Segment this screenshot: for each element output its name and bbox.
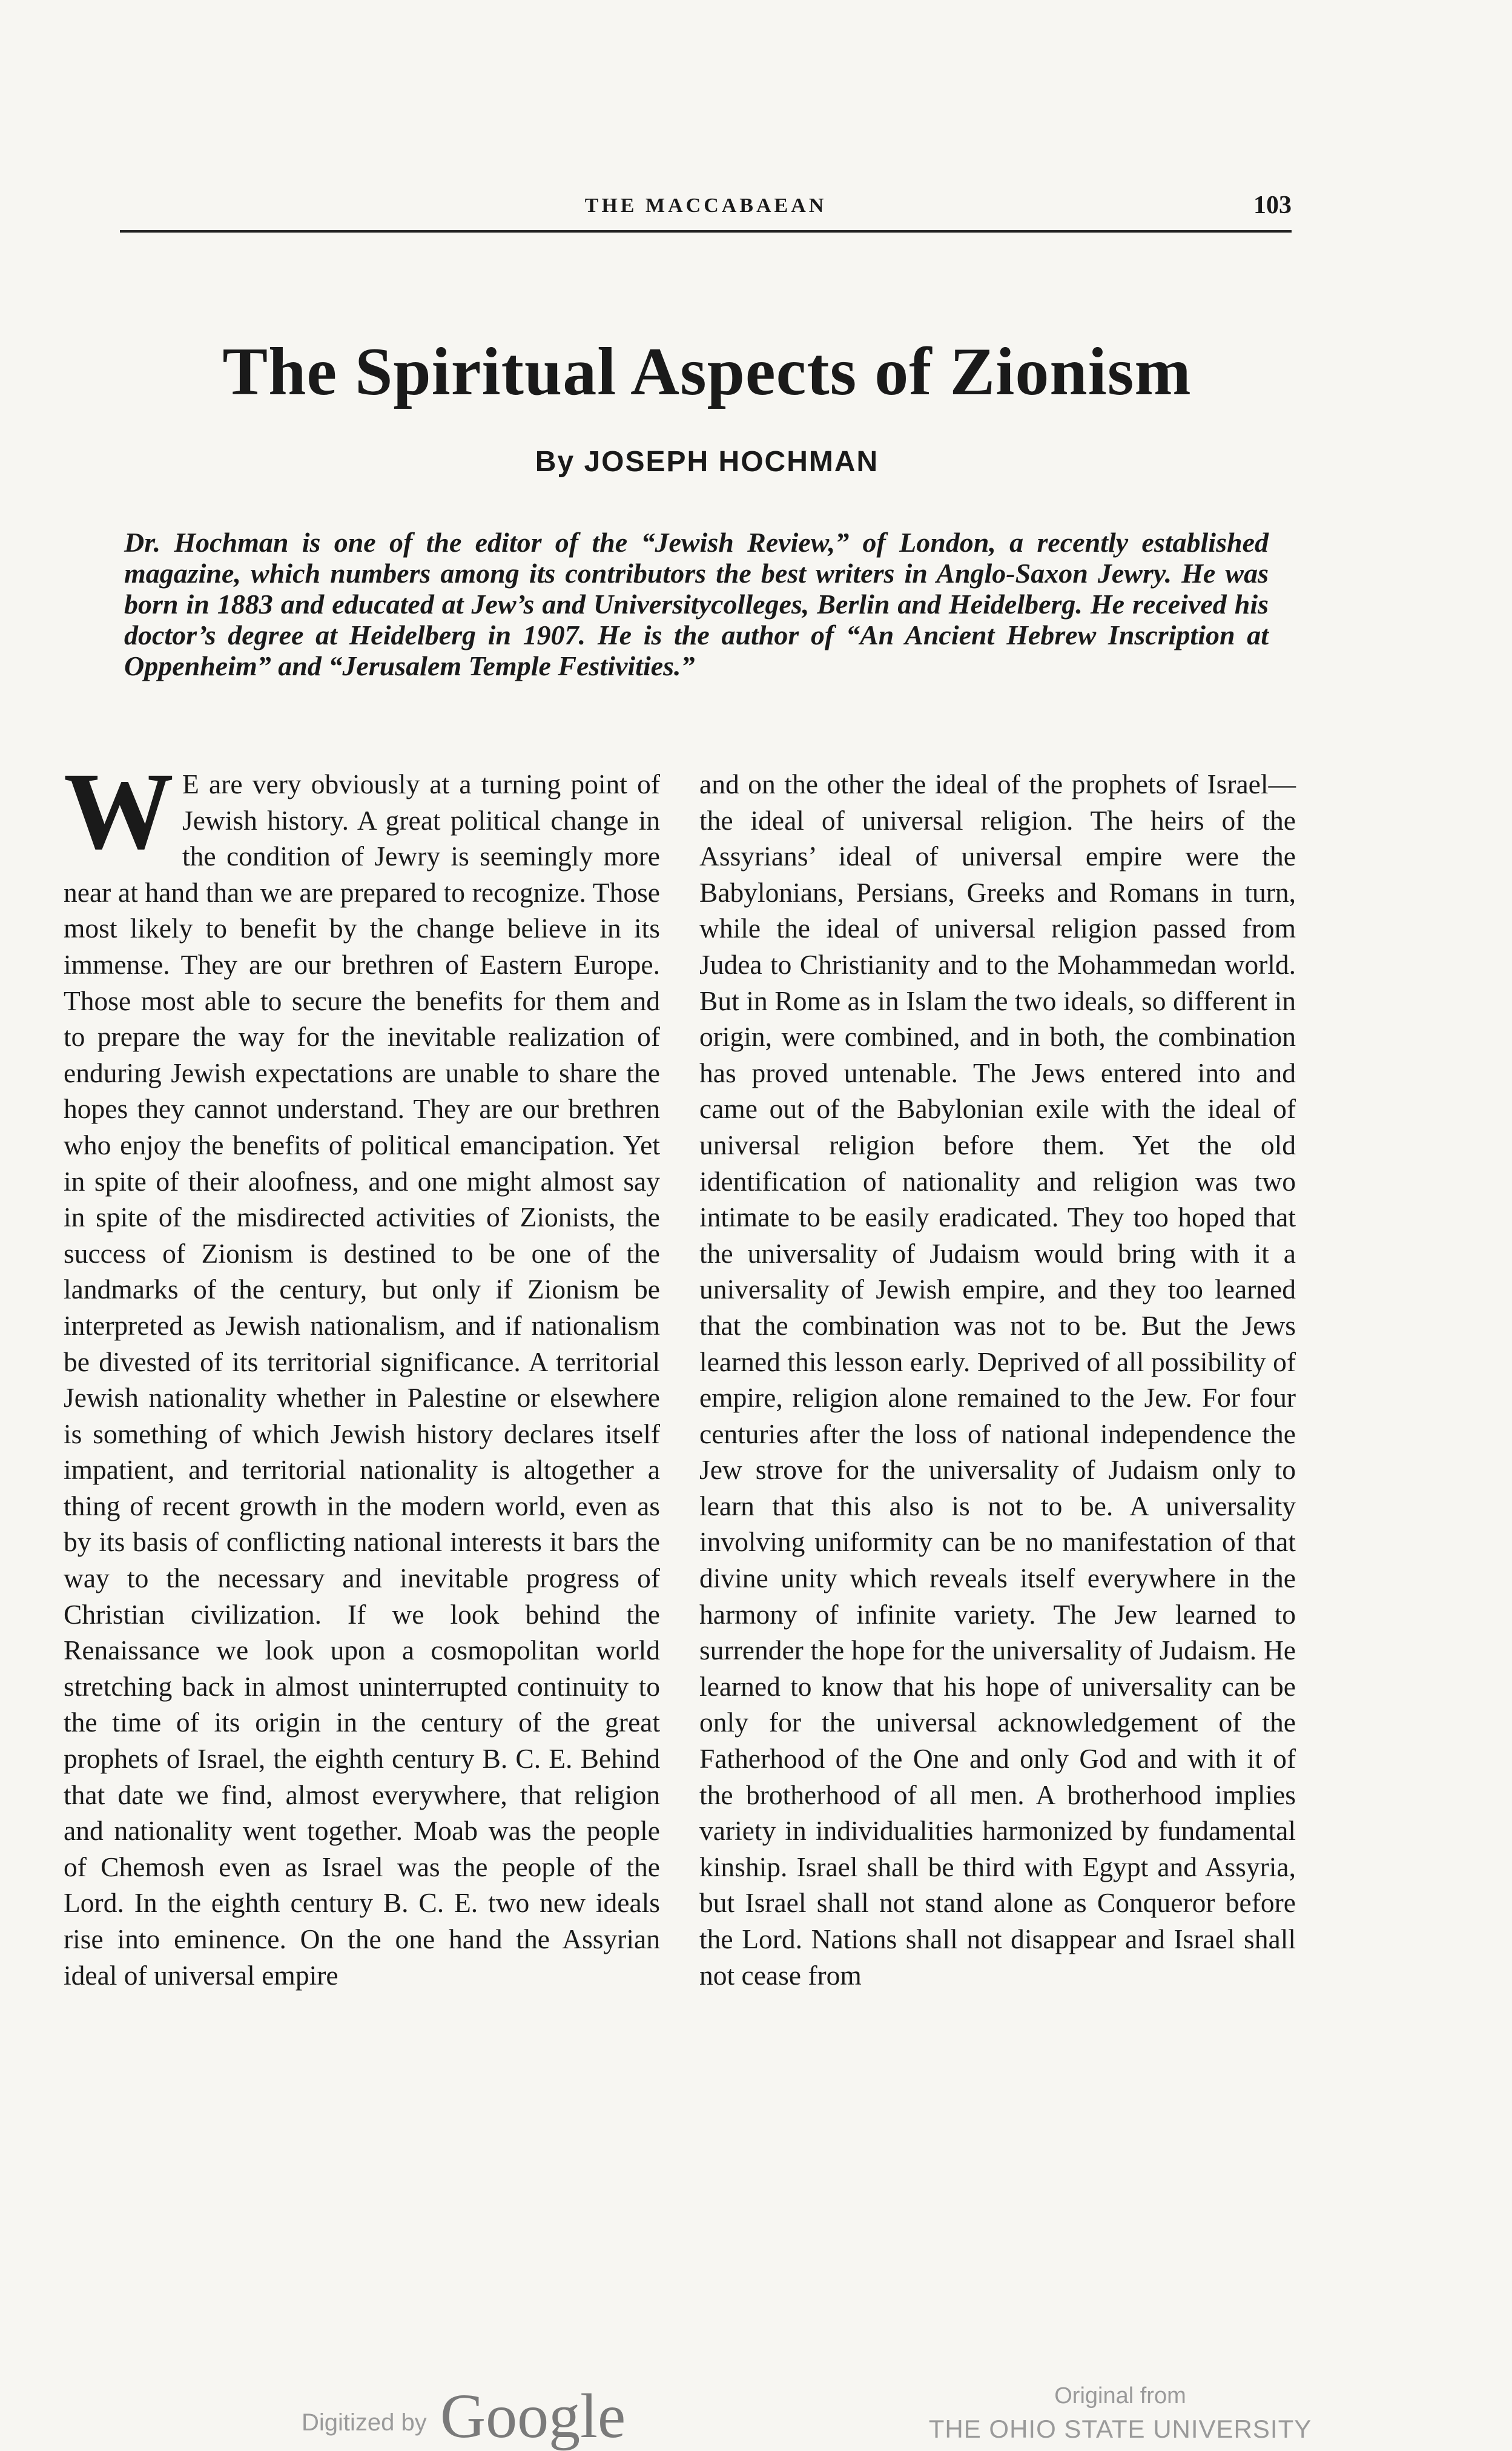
running-title: THE MACCABAEAN: [584, 194, 827, 217]
body-column-left: [64, 750, 660, 1993]
page-number: 103: [1253, 191, 1292, 219]
author-intro: Dr. Hochman is one of the editor of the “Jewish Review,” of London, a recently established magazine, which numbers among its contributors the best writers in Anglo-Saxon Jewry. He was born in 1883 and educated at Jew’s and Universitycolleges, Berlin and Heidelberg. He received his doctor’s degree at Heidelberg in 1907. He is the author of “An Ancient Hebrew Inscription at Oppenheim” and “Jerusalem Temple Festivities.”: [124, 527, 1269, 681]
digitized-by-label: Digitized by: [302, 2409, 427, 2436]
running-head: [120, 191, 1292, 233]
drop-cap: W: [64, 750, 174, 872]
byline: By JOSEPH HOCHMAN: [535, 446, 879, 478]
source-university: THE OHIO STATE UNIVERSITY: [928, 2415, 1312, 2443]
body-column-right: [699, 766, 1296, 1993]
body-text-right: and on the other the ideal of the prophets of Israel—the ideal of universal religion. The heirs of the Assyrians’ ideal of universal empire were the Babylonians, Persians, Greeks and Romans in turn, while the ideal of universal religion passed from Judea to Christianity and to the Mohammedan world. But in Rome as in Islam the two ideals, so different in origin, were combined, and in both, the combination has proved untenable. The Jews entered into and came out of the Babylonian exile with the ideal of universal religion before them. Yet the old identification of nationality and religion was two intimate to be easily eradicated. They too hoped that the universality of Judaism would bring with it a universality of Jewish empire, and they too learned that the combination was not to be. But the Jews learned this lesson early. Deprived of all possibility of empire, religion alone remained to the Jew. For four centuries after the loss of national independence the Jew strove for the universality of Judaism only to learn that this also is not to be. A universality involving uniformity can be no manifestation of that divine unity which reveals itself everywhere in the harmony of infinite variety. The Jew learned to surrender the hope for the universality of Judaism. He learned to know that his hope of universality can be only for the universal acknowledgement of the Fatherhood of the One and only God and with it of the brotherhood of all men. A brotherhood implies variety in individualities harmonized by fundamental kinship. Israel shall be third with Egypt and Assyria, but Israel shall not stand alone as Conqueror before the Lord. Nations shall not disappear and Israel shall not cease from: [699, 769, 1296, 1991]
body-text-left: E are very obviously at a turning point of Jewish history. A great political change in the condition of Jewry is seemingly more near at hand than we are prepared to recognize. Those most likely to benefit by the change believe in its immense. They are our brethren of Eastern Europe. Those most able to secure the benefits for them and to prepare the way for the inevitable realization of enduring Jewish expectations are unable to share the hopes they cannot understand. They are our brethren who enjoy the benefits of political emancipation. Yet in spite of their aloofness, and one might almost say in spite of the misdirected activities of Zionists, the success of Zionism is destined to be one of the landmarks of the century, but only if Zionism be interpreted as Jewish nationalism, and if nationalism be divested of its territorial significance. A territorial Jewish nationality whether in Palestine or elsewhere is something of which Jewish history declares itself impatient, and territorial nationality is altogether a thing of recent growth in the modern world, even as by its basis of conflicting national interests it bars the way to the necessary and inevitable progress of Christian civilization. If we look behind the Renaissance we look upon a cosmopolitan world stretching back in almost uninterrupted continuity to the time of its origin in the century of the great prophets of Israel, the eighth century B. C. E. Behind that date we find, almost everywhere, that religion and nationality went together. Moab was the people of Chemosh even as Israel was the people of the Lord. In the eighth century B. C. E. two new ideals rise into eminence. On the one hand the Assyrian ideal of universal empire: [64, 769, 660, 1991]
header-rule: [120, 230, 1292, 233]
google-logo: Google: [440, 2381, 626, 2451]
article-title: The Spiritual Aspects of Zionism: [222, 334, 1192, 409]
original-from-label: Original from: [1054, 2383, 1186, 2409]
